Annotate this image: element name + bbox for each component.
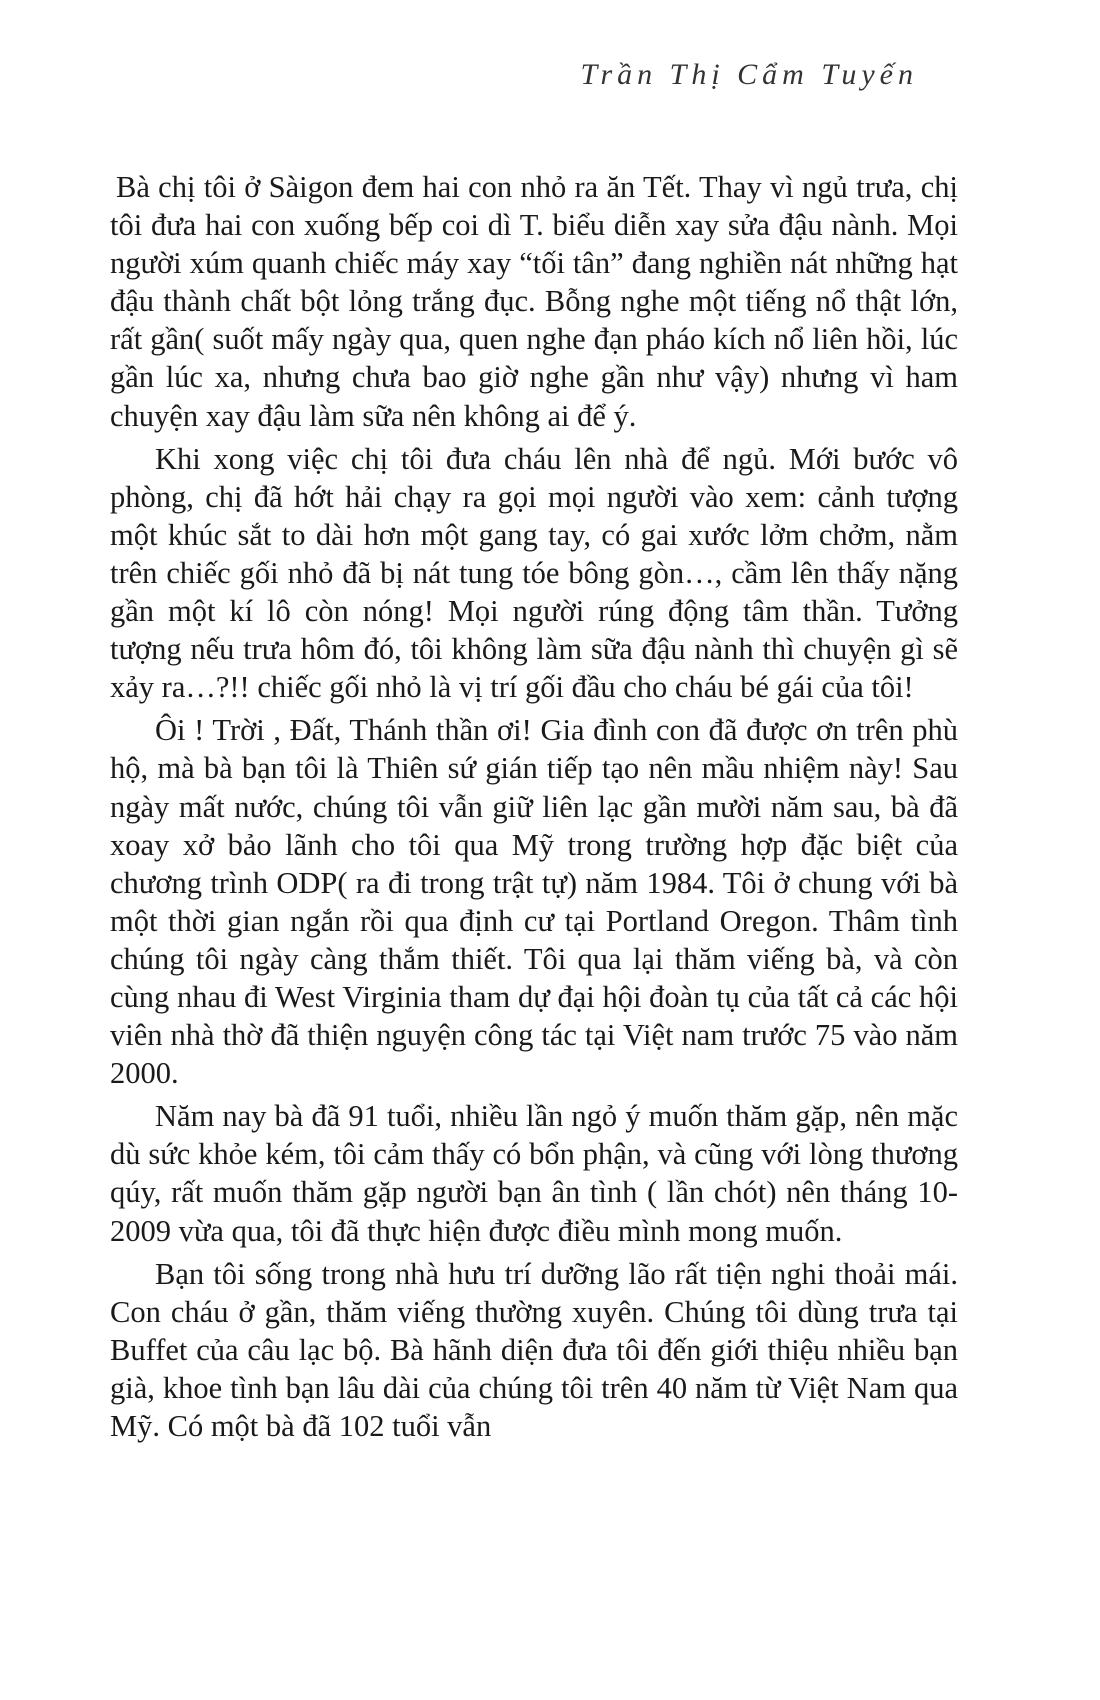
paragraph-4: Năm nay bà đã 91 tuổi, nhiều lần ngỏ ý muốn thăm gặp, nên mặc dù sức khỏe kém, tôi cảm thấy có bổn phận, và cũng với lòng thương qúy, rất muốn thăm gặp người bạn ân tình ( lần chót) nên tháng 10- 2009 vừa qua, tôi đã thực hiện được điều mình mong muốn. — [110, 1099, 958, 1248]
paragraph-1: Bà chị tôi ở Sàigon đem hai con nhỏ ra ăn Tết. Thay vì ngủ trưa, chị tôi đưa hai con xuống bếp coi dì T. biểu diễn xay sửa đậu nành. Mọi người xúm quanh chiếc máy xay “tối tân” đang nghiền nát những hạt đậu thành chất bột lỏng trắng đục. Bỗng nghe một tiếng nổ thật lớn, rất gần( suốt mấy ngày qua, quen nghe đạn pháo kích nổ liên hồi, lúc gần lúc xa, nhưng chưa bao giờ nghe gần như vậy) nhưng vì ham chuyện xay đậu làm sữa nên không ai để ý. — [110, 170, 958, 433]
paragraph-5: Bạn tôi sống trong nhà hưu trí dưỡng lão rất tiện nghi thoải mái. Con cháu ở gần, thăm viếng thường xuyên. Chúng tôi dùng trưa tại Buffet của câu lạc bộ. Bà hãnh diện đưa tôi đến giới thiệu nhiều bạn già, khoe tình bạn lâu dài của chúng tôi trên 40 năm từ Việt Nam qua Mỹ. Có một bà đã 102 tuổi vẫn — [110, 1256, 958, 1443]
paragraph-3: Ôi ! Trời , Đất, Thánh thần ơi! Gia đình con đã được ơn trên phù hộ, mà bà bạn tôi là Thiên sứ gián tiếp tạo nên mầu nhiệm này! Sau ngày mất nước, chúng tôi vẫn giữ liên lạc gần mười năm sau, bà đã xoay xở bảo lãnh cho tôi qua Mỹ trong trường hợp đặc biệt của chương trình ODP( ra đi trong trật tự) năm 1984. Tôi ở chung với bà một thời gian ngắn rồi qua định cư tại Portland Oregon. Thâm tình chúng tôi ngày càng thắm thiết. Tôi qua lại thăm viếng bà, và còn cùng nhau đi West Virginia tham dự đại hội đoàn tụ của tất cả các hội viên nhà thờ đã thiện nguyện công tác tại Việt nam trước 75 vào năm 2000. — [110, 713, 958, 1091]
running-header-author: Trần Thị Cẩm Tuyến — [580, 58, 918, 91]
paragraph-2: Khi xong việc chị tôi đưa cháu lên nhà để ngủ. Mới bước vô phòng, chị đã hớt hải chạy ra gọi mọi người vào xem: cảnh tượng một khúc sắt to dài hơn một gang tay, có gai xước lởm chởm, nằm trên chiếc gối nhỏ đã bị nát tung tóe bông gòn…, cầm lên thấy nặng gần một kí lô còn nóng! Mọi người rúng động tâm thần. Tưởng tượng nếu trưa hôm đó, tôi không làm sữa đậu nành thì chuyện gì sẽ xảy ra…?!! chiếc gối nhỏ là vị trí gối đầu cho cháu bé gái của tôi! — [110, 441, 958, 705]
body-text — [110, 168, 958, 1450]
